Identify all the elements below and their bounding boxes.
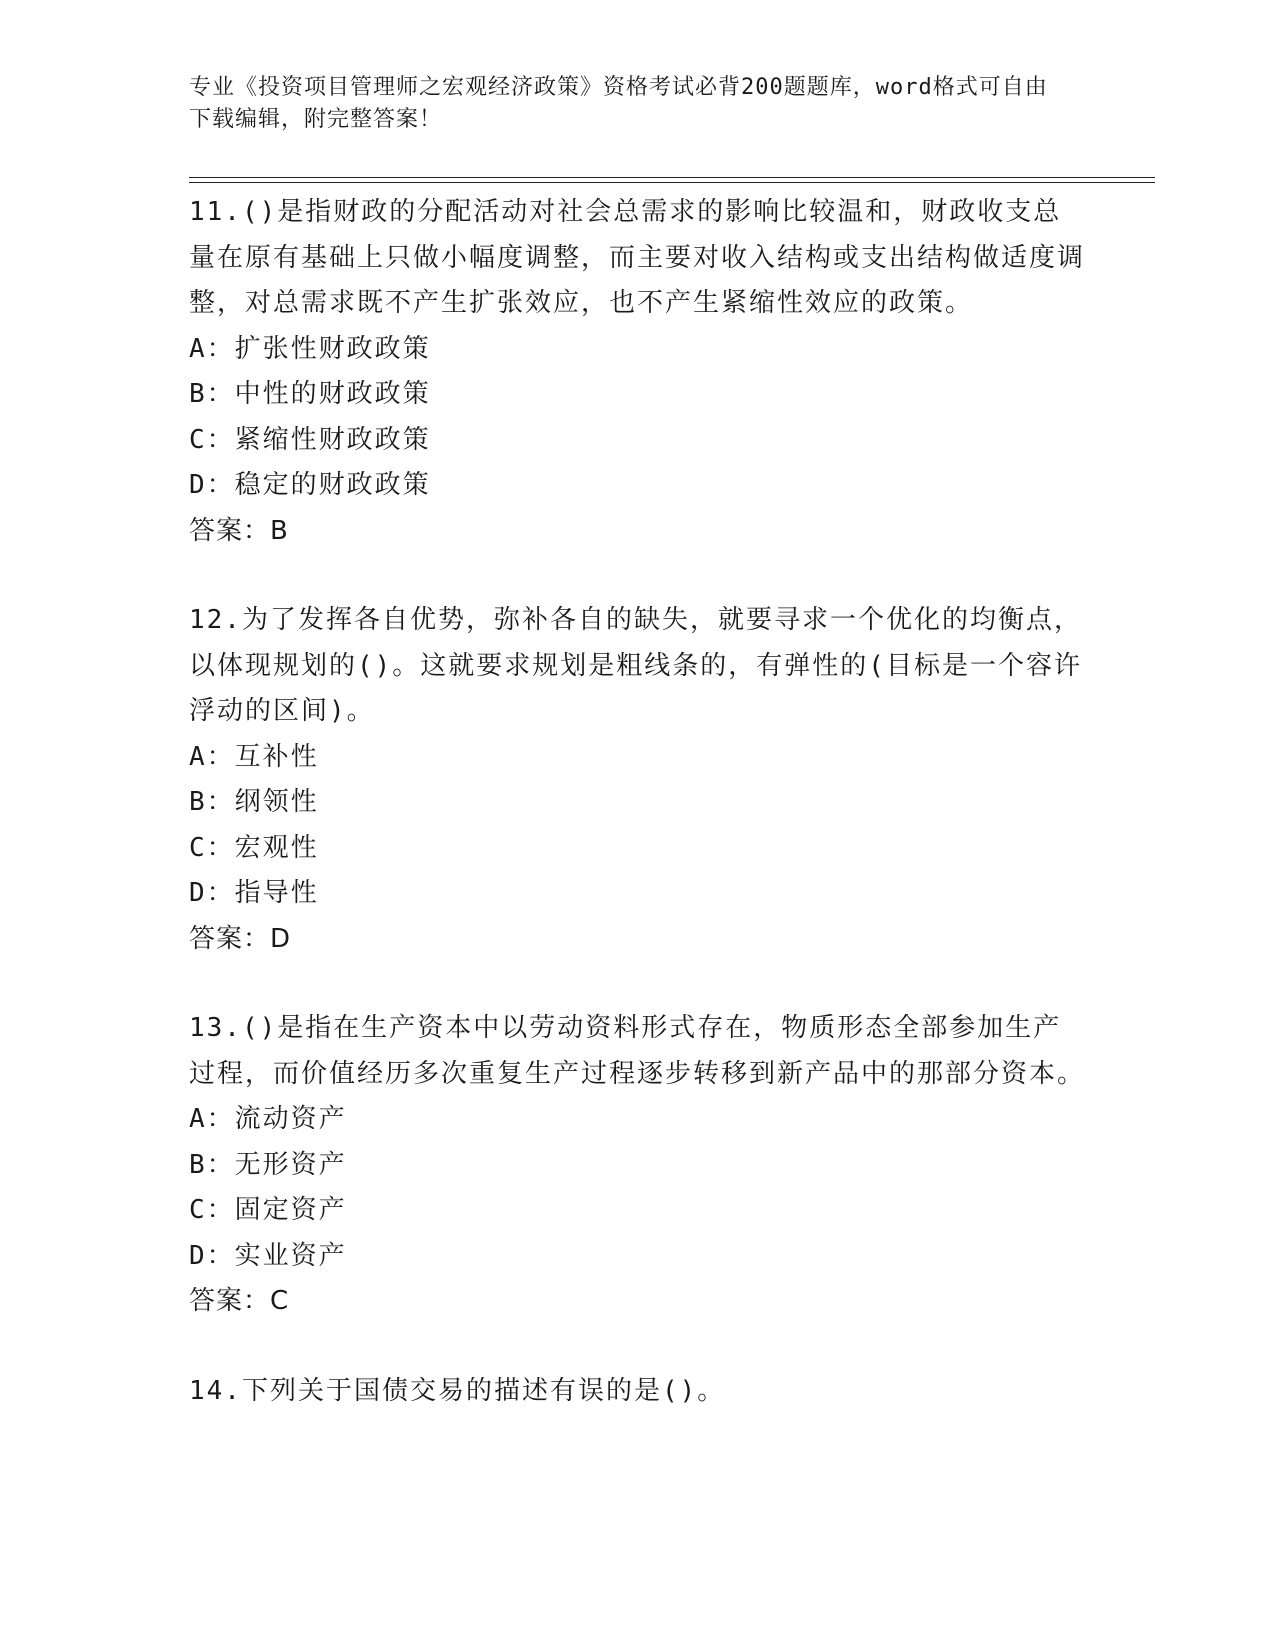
- answer-line: 答案：D: [189, 923, 292, 954]
- question-11: [189, 190, 1089, 554]
- option-c: C：紧缩性财政政策: [189, 424, 431, 455]
- question-stem: 12.为了发挥各自优势，弥补各自的缺失，就要寻求一个优化的均衡点，以体现规划的()。这就要求规划是粗线条的，有弹性的(目标是一个容许浮动的区间)。: [189, 605, 1082, 726]
- option-d: D：稳定的财政政策: [189, 470, 431, 500]
- question-stem: 11.()是指财政的分配活动对社会总需求的影响比较温和，财政收支总量在原有基础上只做小幅度调整，而主要对收入结构或支出结构做适度调整，对总需求既不产生扩张效应，也不产生紧缩性效应的政策。: [189, 197, 1086, 318]
- answer-line: 答案：B: [189, 515, 289, 546]
- option-c: C：固定资产: [189, 1195, 347, 1225]
- option-a: A：流动资产: [189, 1104, 347, 1134]
- header-divider-top: [189, 177, 1155, 178]
- option-d: D：指导性: [189, 878, 319, 908]
- answer-line: 答案：C: [189, 1286, 290, 1316]
- option-b: B：中性的财政政策: [189, 379, 431, 409]
- question-14: [189, 1369, 1089, 1415]
- question-stem: 14.下列关于国债交易的描述有误的是()。: [189, 1375, 726, 1406]
- question-list: [189, 190, 1089, 1414]
- option-a: A：扩张性财政政策: [189, 333, 431, 364]
- question-12: [189, 598, 1089, 962]
- option-b: B：无形资产: [189, 1149, 347, 1180]
- option-a: A：互补性: [189, 741, 319, 772]
- question-13: [189, 1006, 1089, 1325]
- header-divider-bottom: [189, 182, 1155, 183]
- question-stem: 13.()是指在生产资本中以劳动资料形式存在，物质形态全部参加生产过程，而价值经历多次重复生产过程逐步转移到新产品中的那部分资本。: [189, 1013, 1086, 1089]
- document-header: 专业《投资项目管理师之宏观经济政策》资格考试必背200题题库，word格式可自由下载编辑，附完整答案！: [189, 75, 1048, 132]
- option-c: C：宏观性: [189, 832, 319, 863]
- option-d: D：实业资产: [189, 1240, 347, 1271]
- option-b: B：纲领性: [189, 787, 319, 817]
